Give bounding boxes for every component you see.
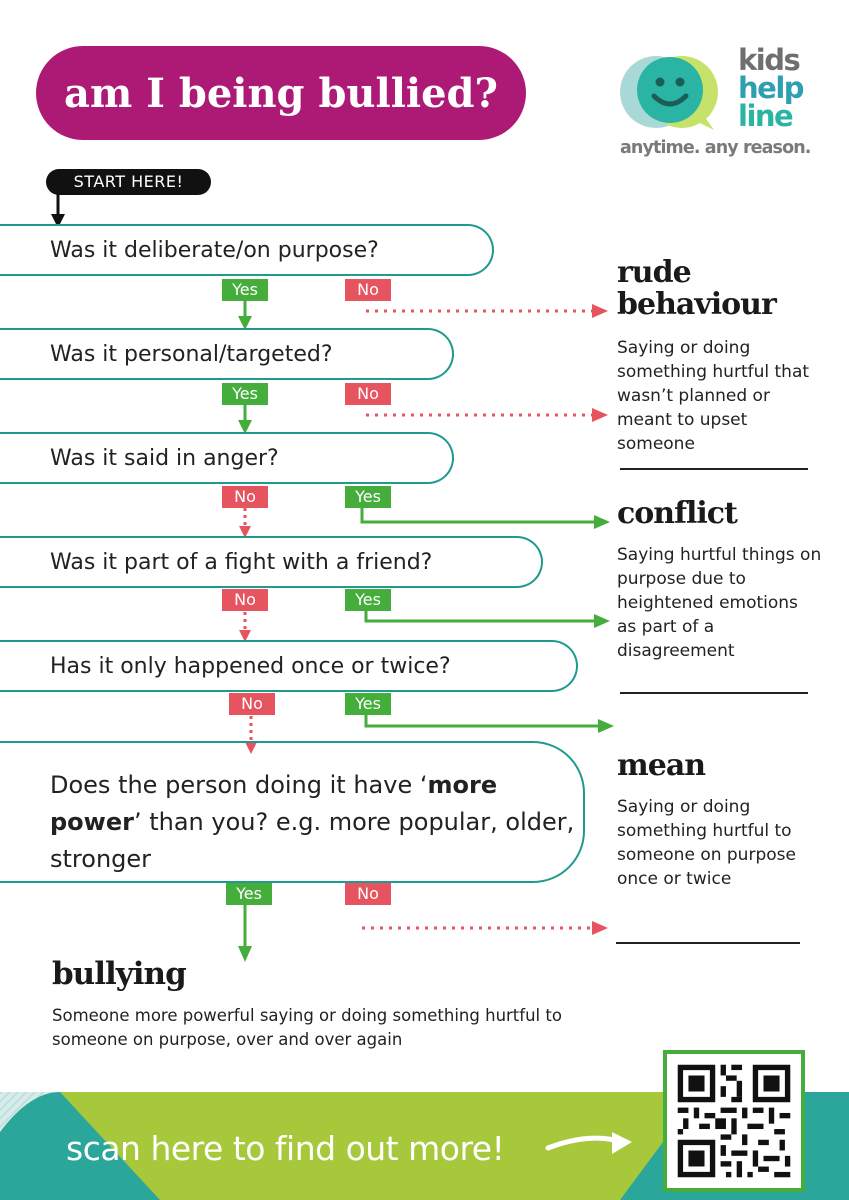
logo-tagline: anytime. any reason. <box>620 138 811 158</box>
outcome-mean-text: Saying or doing something hurtful to someone on purpose once or twice <box>617 797 796 889</box>
question-fight-with-friend <box>0 536 543 588</box>
page-title: am I being bullied? <box>64 69 498 117</box>
outcome-bullying-title: bullying <box>52 956 186 992</box>
question-once-or-twice <box>0 640 578 692</box>
yes-tag: Yes <box>345 693 391 715</box>
question-text-part1: Does the person doing it have ‘ <box>50 771 428 799</box>
question-text: Was it personal/targeted? <box>50 341 333 367</box>
divider <box>620 692 808 694</box>
question-targeted <box>0 328 454 380</box>
scan-cta-text: scan here to find out more! <box>66 1129 505 1168</box>
qr-code-pattern <box>667 1054 801 1188</box>
yes-tag: Yes <box>345 486 391 508</box>
outcome-conflict-text: Saying hurtful things on purpose due to heightened emotions as part of a disagreement <box>617 545 822 661</box>
logo-word-line: line <box>738 99 793 133</box>
yes-tag: Yes <box>226 883 272 905</box>
divider <box>620 468 808 470</box>
question-text: Has it only happened once or twice? <box>50 653 451 679</box>
logo-word-kids: kids <box>738 43 800 77</box>
yes-tag: Yes <box>222 279 268 301</box>
question-text: Was it part of a fight with a friend? <box>50 549 433 575</box>
yes-tag: Yes <box>345 589 391 611</box>
start-here-label: START HERE! <box>46 169 211 195</box>
no-tag: No <box>222 486 268 508</box>
question-deliberate <box>0 224 494 276</box>
no-tag: No <box>222 589 268 611</box>
outcome-rude-title: rude behaviour <box>617 255 776 322</box>
qr-code[interactable] <box>663 1050 805 1192</box>
question-text-emphasis: more power <box>50 771 498 836</box>
question-more-power <box>0 741 585 883</box>
outcome-mean-title: mean <box>617 748 706 783</box>
no-tag: No <box>345 279 391 301</box>
outcome-rude-text: Saying or doing something hurtful that wasn’t planned or meant to upset someone <box>617 338 810 454</box>
no-tag: No <box>345 883 391 905</box>
question-anger <box>0 432 454 484</box>
question-text: Was it deliberate/on purpose? <box>50 237 379 263</box>
question-text-part2: ’ than you? e.g. more popular, older, stronger <box>50 808 575 873</box>
outcome-conflict-title: conflict <box>617 496 737 531</box>
yes-tag: Yes <box>222 383 268 405</box>
logo-word-help: help <box>738 71 804 105</box>
question-text: Was it said in anger? <box>50 445 279 471</box>
outcome-bullying-text: Someone more powerful saying or doing something hurtful to someone on purpose, over and over again <box>52 1006 562 1049</box>
divider <box>616 942 800 944</box>
no-tag: No <box>229 693 275 715</box>
no-tag: No <box>345 383 391 405</box>
